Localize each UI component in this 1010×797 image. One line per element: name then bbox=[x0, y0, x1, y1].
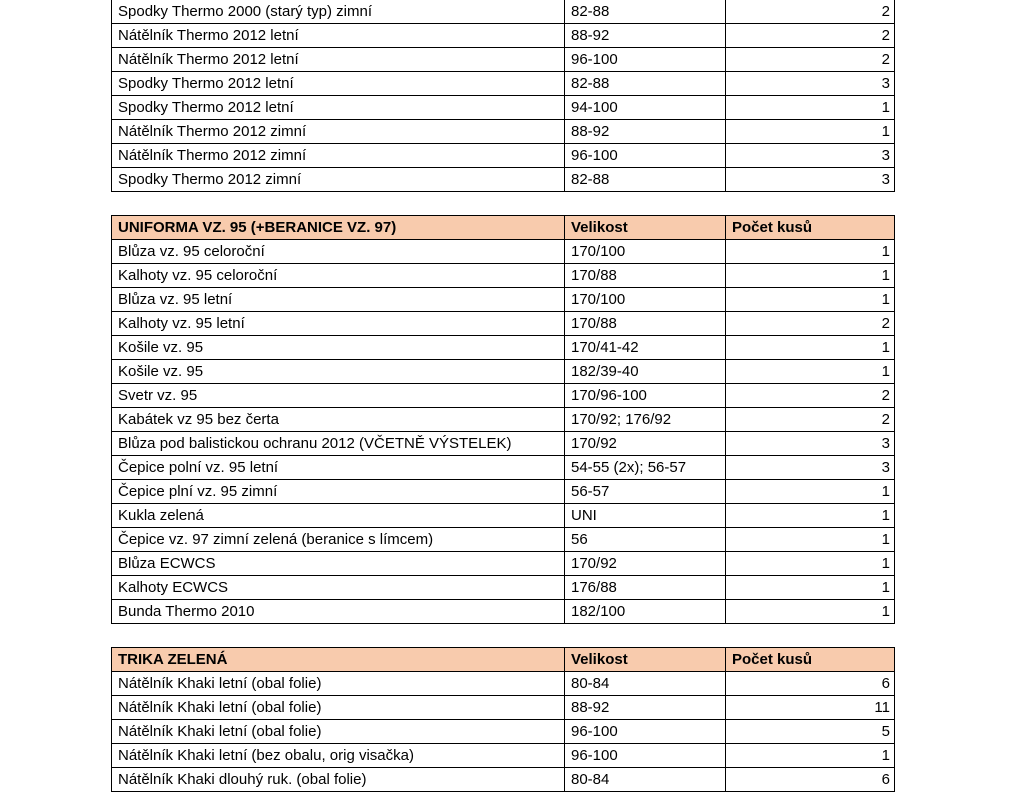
table-row bbox=[112, 48, 895, 72]
item-count: 3 bbox=[726, 144, 895, 168]
item-count: 1 bbox=[726, 264, 895, 288]
table-row bbox=[112, 768, 895, 792]
item-count: 5 bbox=[726, 720, 895, 744]
table-row bbox=[112, 72, 895, 96]
table-row bbox=[112, 528, 895, 552]
item-name: Nátělník Thermo 2012 zimní bbox=[112, 120, 565, 144]
item-count: 3 bbox=[726, 72, 895, 96]
item-size: 88-92 bbox=[565, 24, 726, 48]
item-count: 3 bbox=[726, 168, 895, 192]
item-size: 80-84 bbox=[565, 768, 726, 792]
item-size: 56 bbox=[565, 528, 726, 552]
table-row bbox=[112, 168, 895, 192]
item-name: Kabátek vz 95 bez čerta bbox=[112, 408, 565, 432]
item-size: 170/100 bbox=[565, 240, 726, 264]
section-title: UNIFORMA VZ. 95 (+BERANICE VZ. 97) bbox=[112, 216, 565, 240]
item-size: 182/39-40 bbox=[565, 360, 726, 384]
item-name: Čepice plní vz. 95 zimní bbox=[112, 480, 565, 504]
item-name: Čepice polní vz. 95 letní bbox=[112, 456, 565, 480]
item-name: Kalhoty vz. 95 letní bbox=[112, 312, 565, 336]
item-count: 2 bbox=[726, 24, 895, 48]
item-count: 1 bbox=[726, 336, 895, 360]
table-row bbox=[112, 720, 895, 744]
item-name: Kalhoty vz. 95 celoroční bbox=[112, 264, 565, 288]
item-count: 2 bbox=[726, 384, 895, 408]
item-name: Spodky Thermo 2012 zimní bbox=[112, 168, 565, 192]
item-size: 96-100 bbox=[565, 48, 726, 72]
item-count: 1 bbox=[726, 96, 895, 120]
item-size: 170/88 bbox=[565, 264, 726, 288]
item-name: Nátělník Khaki dlouhý ruk. (obal folie) bbox=[112, 768, 565, 792]
uniforma-table bbox=[111, 215, 895, 624]
item-size: 82-88 bbox=[565, 168, 726, 192]
item-size: 170/92 bbox=[565, 552, 726, 576]
item-count: 1 bbox=[726, 120, 895, 144]
table-row bbox=[112, 672, 895, 696]
table-row bbox=[112, 480, 895, 504]
item-size: 94-100 bbox=[565, 96, 726, 120]
column-header-count: Počet kusů bbox=[726, 216, 895, 240]
item-name: Kukla zelená bbox=[112, 504, 565, 528]
item-name: Nátělník Thermo 2012 letní bbox=[112, 48, 565, 72]
table-row bbox=[112, 552, 895, 576]
table-row bbox=[112, 384, 895, 408]
item-size: UNI bbox=[565, 504, 726, 528]
item-size: 88-92 bbox=[565, 696, 726, 720]
item-size: 170/41-42 bbox=[565, 336, 726, 360]
item-name: Nátělník Khaki letní (obal folie) bbox=[112, 672, 565, 696]
item-count: 6 bbox=[726, 768, 895, 792]
inventory-sheet bbox=[111, 0, 894, 792]
table-row bbox=[112, 264, 895, 288]
table-row bbox=[112, 408, 895, 432]
table-row bbox=[112, 744, 895, 768]
item-name: Blůza vz. 95 celoroční bbox=[112, 240, 565, 264]
trika-table bbox=[111, 647, 895, 792]
table-row bbox=[112, 144, 895, 168]
item-name: Blůza ECWCS bbox=[112, 552, 565, 576]
table-row bbox=[112, 696, 895, 720]
item-size: 96-100 bbox=[565, 720, 726, 744]
table-row bbox=[112, 600, 895, 624]
item-name: Kalhoty ECWCS bbox=[112, 576, 565, 600]
table-row bbox=[112, 360, 895, 384]
item-name: Svetr vz. 95 bbox=[112, 384, 565, 408]
item-size: 170/92; 176/92 bbox=[565, 408, 726, 432]
table-row bbox=[112, 336, 895, 360]
item-size: 170/96-100 bbox=[565, 384, 726, 408]
header-row bbox=[112, 648, 895, 672]
item-count: 1 bbox=[726, 600, 895, 624]
table-row bbox=[112, 456, 895, 480]
item-count: 1 bbox=[726, 744, 895, 768]
item-count: 1 bbox=[726, 240, 895, 264]
table-row bbox=[112, 288, 895, 312]
column-header-size: Velikost bbox=[565, 648, 726, 672]
item-size: 176/88 bbox=[565, 576, 726, 600]
item-name: Spodky Thermo 2012 letní bbox=[112, 72, 565, 96]
item-count: 2 bbox=[726, 0, 895, 24]
section-title: TRIKA ZELENÁ bbox=[112, 648, 565, 672]
item-count: 2 bbox=[726, 312, 895, 336]
item-count: 1 bbox=[726, 480, 895, 504]
item-count: 1 bbox=[726, 360, 895, 384]
item-size: 54-55 (2x); 56-57 bbox=[565, 456, 726, 480]
table-row bbox=[112, 576, 895, 600]
item-count: 3 bbox=[726, 432, 895, 456]
table-row bbox=[112, 120, 895, 144]
table-row bbox=[112, 24, 895, 48]
item-count: 6 bbox=[726, 672, 895, 696]
item-name: Košile vz. 95 bbox=[112, 336, 565, 360]
item-count: 1 bbox=[726, 288, 895, 312]
item-size: 170/92 bbox=[565, 432, 726, 456]
item-count: 1 bbox=[726, 504, 895, 528]
item-name: Spodky Thermo 2012 letní bbox=[112, 96, 565, 120]
item-size: 82-88 bbox=[565, 72, 726, 96]
item-name: Čepice vz. 97 zimní zelená (beranice s límcem) bbox=[112, 528, 565, 552]
item-count: 3 bbox=[726, 456, 895, 480]
item-size: 170/100 bbox=[565, 288, 726, 312]
item-count: 2 bbox=[726, 408, 895, 432]
item-count: 11 bbox=[726, 696, 895, 720]
item-name: Spodky Thermo 2000 (starý typ) zimní bbox=[112, 0, 565, 24]
item-size: 80-84 bbox=[565, 672, 726, 696]
thermo-table bbox=[111, 0, 895, 192]
item-size: 82-88 bbox=[565, 0, 726, 24]
section-gap bbox=[111, 624, 894, 647]
item-name: Nátělník Khaki letní (obal folie) bbox=[112, 696, 565, 720]
header-row bbox=[112, 216, 895, 240]
item-count: 1 bbox=[726, 552, 895, 576]
item-size: 170/88 bbox=[565, 312, 726, 336]
item-name: Bunda Thermo 2010 bbox=[112, 600, 565, 624]
item-name: Blůza pod balistickou ochranu 2012 (VČETNĚ VÝSTELEK) bbox=[112, 432, 565, 456]
item-name: Nátělník Khaki letní (bez obalu, orig visačka) bbox=[112, 744, 565, 768]
item-size: 96-100 bbox=[565, 144, 726, 168]
item-name: Nátělník Thermo 2012 letní bbox=[112, 24, 565, 48]
item-size: 88-92 bbox=[565, 120, 726, 144]
item-name: Nátělník Thermo 2012 zimní bbox=[112, 144, 565, 168]
item-name: Košile vz. 95 bbox=[112, 360, 565, 384]
section-gap bbox=[111, 192, 894, 215]
table-row bbox=[112, 240, 895, 264]
item-count: 1 bbox=[726, 576, 895, 600]
table-row bbox=[112, 312, 895, 336]
item-name: Blůza vz. 95 letní bbox=[112, 288, 565, 312]
table-row bbox=[112, 432, 895, 456]
item-size: 56-57 bbox=[565, 480, 726, 504]
column-header-size: Velikost bbox=[565, 216, 726, 240]
item-count: 1 bbox=[726, 528, 895, 552]
table-row bbox=[112, 0, 895, 24]
column-header-count: Počet kusů bbox=[726, 648, 895, 672]
item-size: 182/100 bbox=[565, 600, 726, 624]
item-count: 2 bbox=[726, 48, 895, 72]
item-size: 96-100 bbox=[565, 744, 726, 768]
table-row bbox=[112, 504, 895, 528]
table-row bbox=[112, 96, 895, 120]
item-name: Nátělník Khaki letní (obal folie) bbox=[112, 720, 565, 744]
